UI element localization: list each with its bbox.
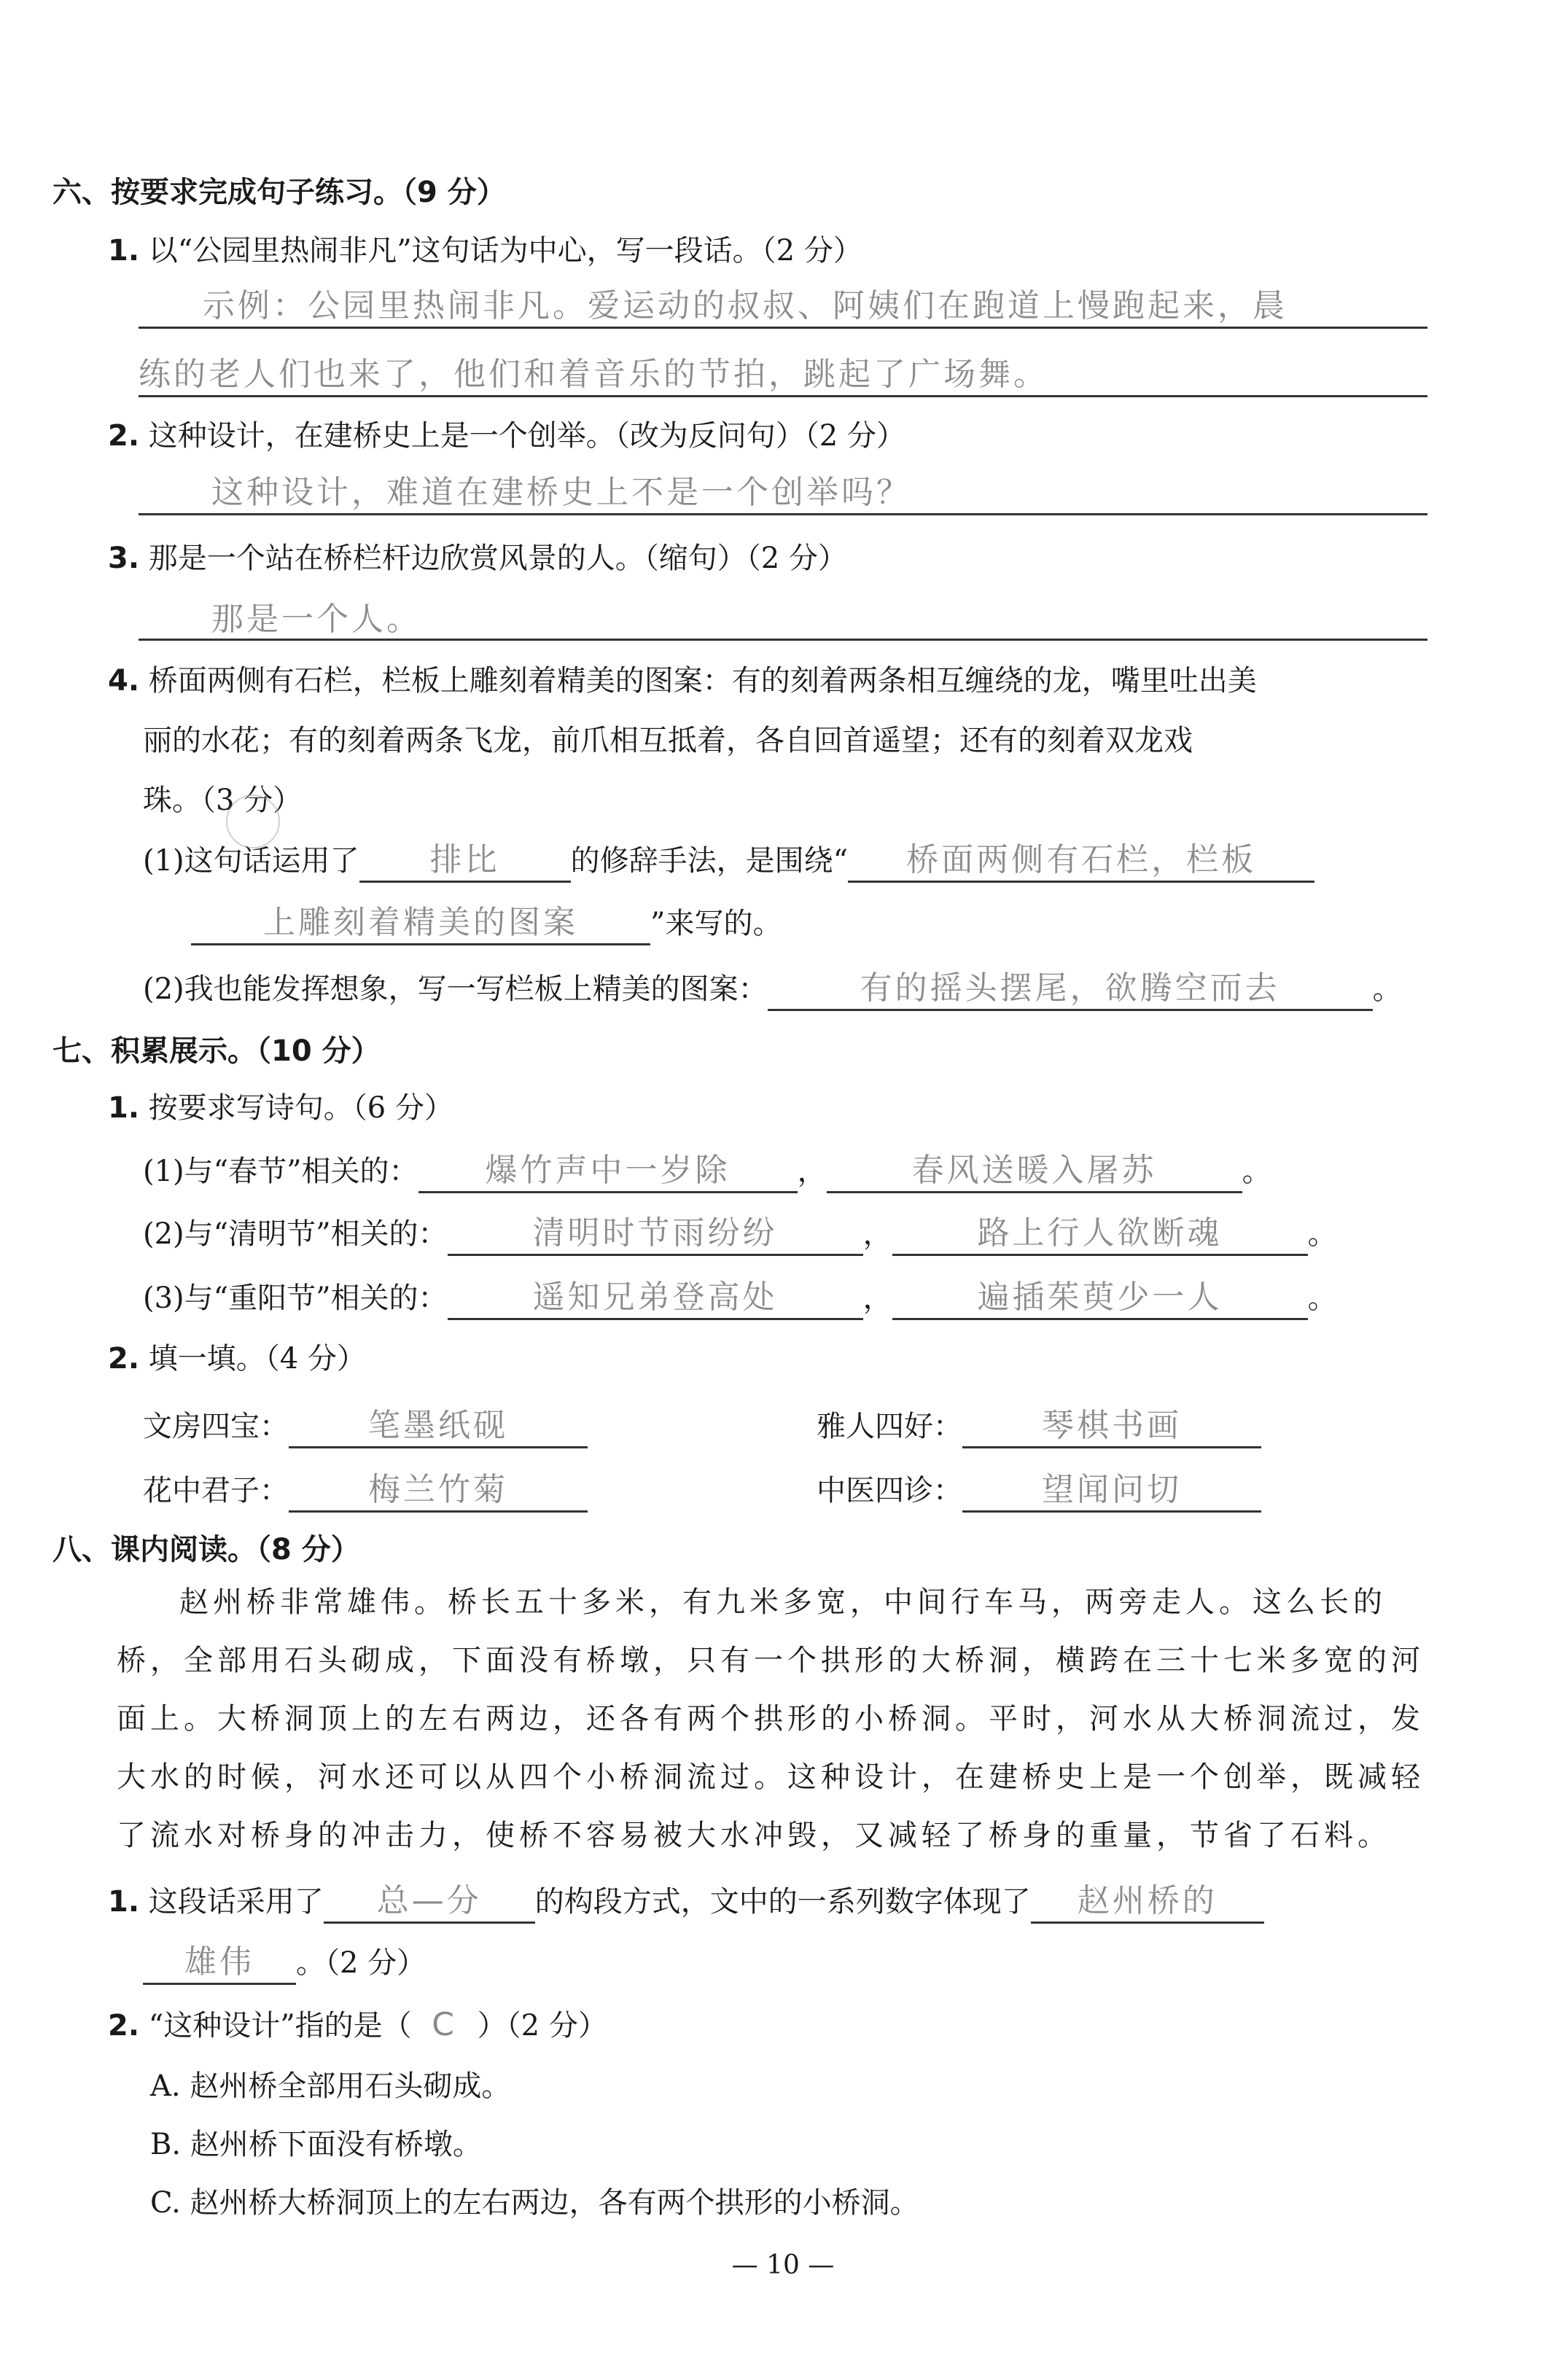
fill-study-treasures — [143, 1405, 588, 1448]
answer-rule — [139, 395, 1427, 397]
answer-blank: 赵州桥的 — [1031, 1881, 1264, 1924]
reading-line-1: 赵州桥非常雄伟。桥长五十多米，有九米多宽，中间行车马，两旁走人。这么长的 — [179, 1585, 1387, 1619]
answer-blank: 望闻问切 — [962, 1470, 1261, 1513]
fill-label: 中医四诊： — [817, 1474, 962, 1507]
answer-rule — [139, 639, 1427, 641]
answer-blank: 爆竹声中一岁除 — [418, 1150, 798, 1193]
question-text: 以“公园里热闹非凡”这句话为中心，写一段话。（2 分） — [148, 234, 862, 268]
section-6-title: 六、按要求完成句子练习。（9 分） — [52, 176, 506, 209]
question-number: 3. — [108, 542, 140, 575]
poem-row-qingming — [143, 1213, 1337, 1256]
page-number: — 10 — — [731, 2250, 835, 2280]
answer-blank: 桥面两侧有石栏，栏板 — [848, 840, 1314, 883]
answer-blank: 路上行人欲断魂 — [892, 1213, 1308, 1256]
poem-row-chongyang — [143, 1277, 1337, 1320]
comma: ， — [862, 1217, 892, 1251]
question-7-1 — [108, 1088, 453, 1128]
fill-four-arts — [817, 1405, 1261, 1448]
question-6-2 — [108, 415, 905, 456]
option-b: B. 赵州桥下面没有桥墩。 — [150, 2128, 482, 2161]
answer-blank: 春风送暖入屠苏 — [827, 1150, 1242, 1193]
period: 。 — [1307, 1217, 1337, 1251]
answer-6-2: 这种设计，难道在建桥史上不是一个创举吗？ — [211, 474, 911, 511]
answer-blank: 清明时节雨纷纷 — [448, 1213, 863, 1256]
answer-blank: 笔墨纸砚 — [289, 1405, 588, 1448]
question-text: 这种设计，在建桥史上是一个创举。（改为反问句）（2 分） — [148, 419, 905, 453]
fill-label: 文房四宝： — [143, 1410, 289, 1443]
answer-blank: 遍插茱萸少一人 — [892, 1277, 1308, 1320]
row-label: (1)与“春节”相关的： — [143, 1155, 418, 1188]
question-6-4-part-1 — [143, 840, 1314, 883]
comma: ， — [862, 1281, 892, 1315]
part-middle: 的修辞手法，是围绕“ — [570, 844, 849, 878]
reading-line-2: 桥，全部用石头砌成，下面没有桥墩，只有一个拱形的大桥洞，横跨在三十七米多宽的河 — [117, 1644, 1425, 1677]
question-text: 的构段方式，文中的一系列数字体现了 — [534, 1885, 1031, 1919]
question-8-2 — [108, 2005, 607, 2046]
question-number: 1. — [108, 1885, 140, 1919]
question-number: 2. — [108, 419, 140, 453]
question-text: “这种设计”指的是（ — [148, 2009, 412, 2042]
question-number: 1. — [108, 234, 140, 268]
section-8-title: 八、课内阅读。（8 分） — [52, 1533, 360, 1566]
answer-6-1-line-1: 示例：公园里热闹非凡。爱运动的叔叔、阿姨们在跑道上慢跑起来，晨 — [203, 287, 1288, 324]
row-label: (3)与“重阳节”相关的： — [143, 1281, 448, 1315]
question-text: 那是一个站在桥栏杆边欣赏风景的人。（缩句）（2 分） — [148, 542, 847, 575]
answer-choice: C — [432, 2006, 458, 2043]
question-text: 桥面两侧有石栏，栏板上雕刻着精美的图案：有的刻着两条相互缠绕的龙，嘴里吐出美 — [148, 664, 1257, 698]
question-suffix: ）（2 分） — [477, 2009, 607, 2042]
option-c: C. 赵州桥大桥洞顶上的左右两边，各有两个拱形的小桥洞。 — [150, 2186, 919, 2220]
answer-blank: 总—分 — [324, 1881, 535, 1924]
fill-four-gentlemen — [143, 1470, 588, 1513]
question-6-4-line-2: 丽的水花；有的刻着两条飞龙，前爪相互抵着，各自回首遥望；还有的刻着双龙戏 — [143, 724, 1193, 757]
answer-6-3: 那是一个人。 — [211, 601, 421, 638]
row-label: (2)与“清明节”相关的： — [143, 1217, 448, 1251]
part-prefix: (1)这句话运用了 — [143, 844, 359, 878]
question-8-1 — [108, 1881, 1264, 1924]
question-number: 1. — [108, 1091, 140, 1125]
part-suffix: 。 — [1372, 972, 1402, 1006]
question-6-4-part-1-cont — [191, 902, 782, 945]
answer-rule — [139, 513, 1427, 515]
period: 。 — [1242, 1155, 1271, 1188]
question-6-1 — [108, 230, 862, 271]
answer-blank: 琴棋书画 — [962, 1405, 1261, 1448]
answer-blank: 雄伟 — [143, 1942, 296, 1985]
fill-label: 花中君子： — [143, 1474, 289, 1507]
question-6-4-line-1 — [108, 660, 1257, 701]
reading-line-4: 大水的时候，河水还可以从四个小桥洞流过。这种设计，在建桥史上是一个创举，既减轻 — [117, 1760, 1425, 1794]
question-number: 4. — [108, 664, 140, 698]
comma: ， — [797, 1155, 827, 1188]
question-8-1-cont — [143, 1942, 426, 1985]
fill-label: 雅人四好： — [817, 1410, 962, 1443]
answer-rule — [139, 327, 1427, 329]
question-text: 填一填。（4 分） — [148, 1342, 366, 1376]
question-6-3 — [108, 538, 847, 579]
question-6-4-line-3: 珠。（3 分） — [143, 784, 303, 817]
answer-blank: 遥知兄弟登高处 — [448, 1277, 863, 1320]
question-7-2 — [108, 1338, 366, 1379]
question-text: 这段话采用了 — [148, 1885, 324, 1919]
reading-line-5: 了流水对桥身的冲击力，使桥不容易被大水冲毁，又减轻了桥身的重量，节省了石料。 — [117, 1819, 1391, 1852]
question-6-4-part-2 — [143, 968, 1402, 1011]
part-suffix: ”来写的。 — [650, 907, 782, 940]
period: 。 — [1307, 1281, 1337, 1315]
answer-blank: 梅兰竹菊 — [289, 1470, 588, 1513]
part-prefix: (2)我也能发挥想象，写一写栏板上精美的图案： — [143, 972, 768, 1006]
section-7-title: 七、积累展示。（10 分） — [52, 1034, 381, 1068]
option-a: A. 赵州桥全部用石头砌成。 — [150, 2069, 511, 2103]
answer-blank: 排比 — [359, 840, 571, 883]
reading-line-3: 面上。大桥洞顶上的左右两边，还各有两个拱形的小桥洞。平时，河水从大桥洞流过，发 — [117, 1702, 1425, 1736]
question-text: 按要求写诗句。（6 分） — [148, 1091, 453, 1125]
question-number: 2. — [108, 2009, 140, 2042]
answer-6-1-line-2: 练的老人们也来了，他们和着音乐的节拍，跳起了广场舞。 — [139, 356, 1048, 393]
answer-blank: 上雕刻着精美的图案 — [191, 902, 650, 945]
question-number: 2. — [108, 1342, 140, 1376]
poem-row-spring-festival — [143, 1150, 1271, 1193]
answer-blank: 有的摇头摆尾，欲腾空而去 — [768, 968, 1373, 1011]
fill-four-diagnostics — [817, 1470, 1261, 1513]
question-suffix: 。（2 分） — [296, 1946, 426, 1980]
